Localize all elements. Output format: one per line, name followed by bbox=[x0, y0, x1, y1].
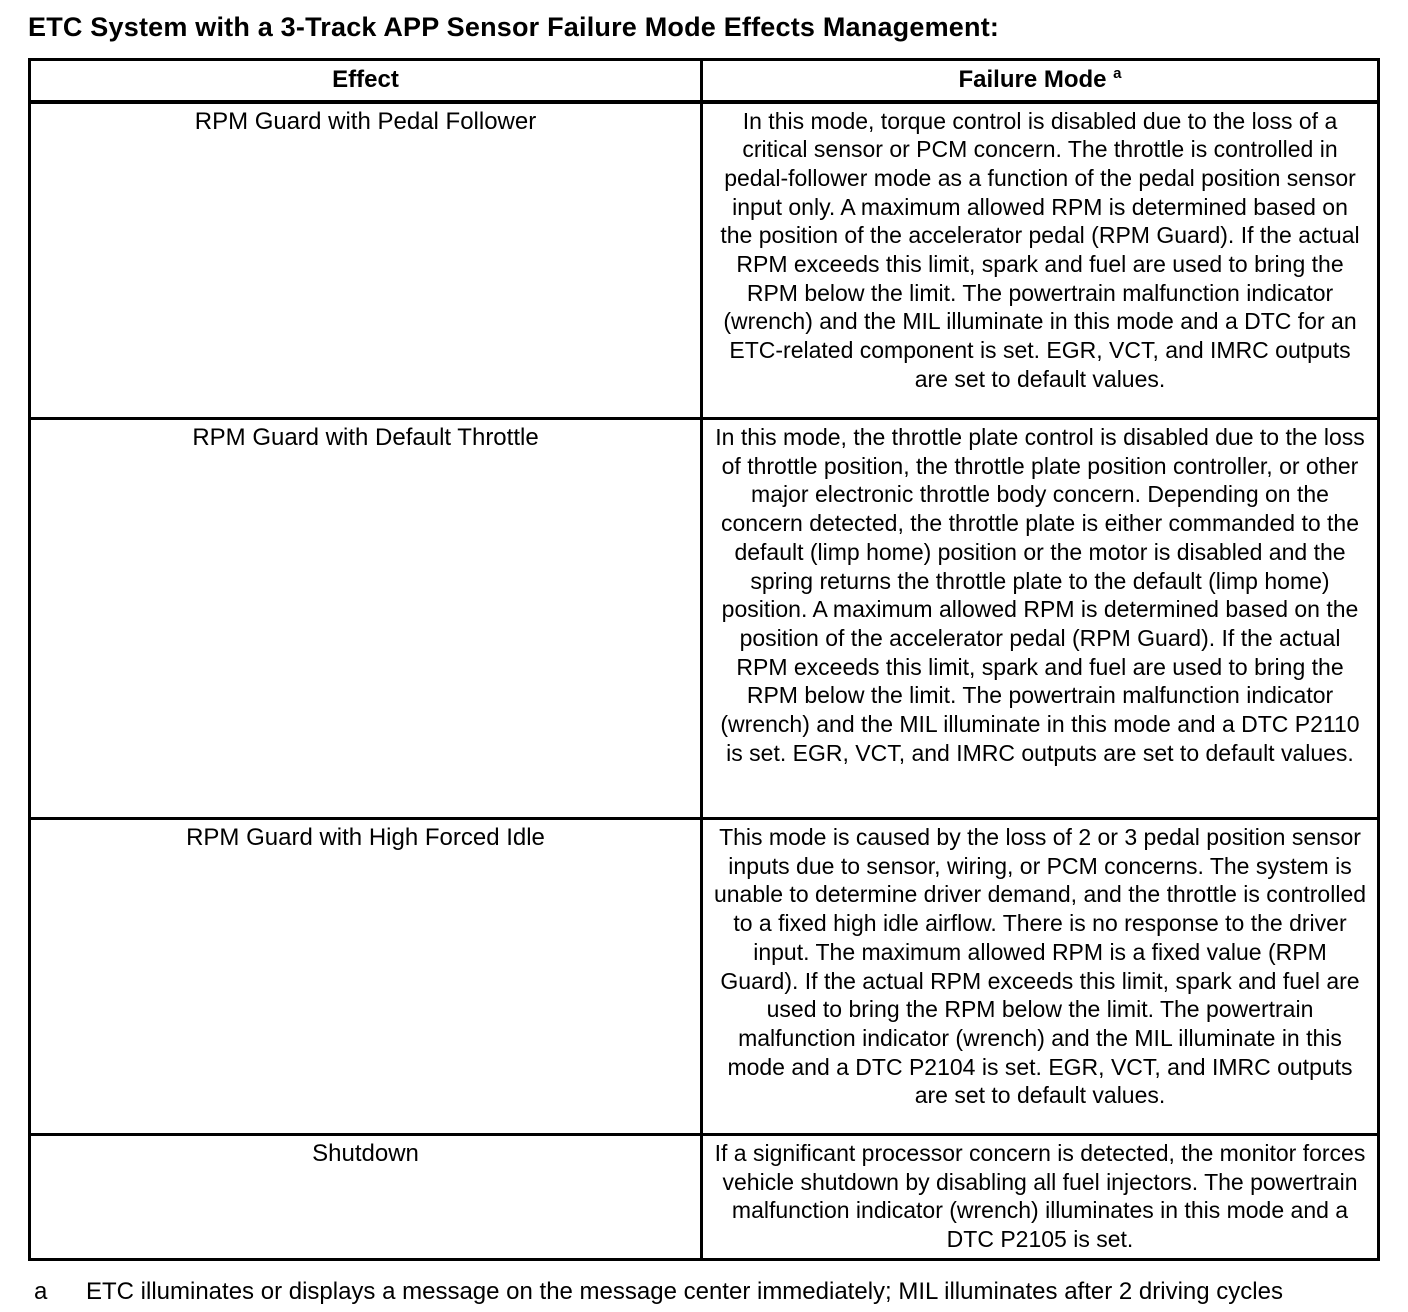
column-header-effect bbox=[30, 60, 702, 102]
table-row bbox=[30, 1135, 1379, 1260]
effect-cell: RPM Guard with Default Throttle bbox=[30, 419, 702, 819]
failure-mode-cell: In this mode, the throttle plate control is disabled due to the loss of throttle position, the throttle plate position controller, or other major electronic throttle body concern. Depending on the concern detected, the throttle plate is either commanded to the default (limp home) position or the motor is disabled and the spring returns the throttle plate to the default (limp home) position. A maximum allowed RPM is determined based on the position of the accelerator pedal (RPM Guard). If the actual RPM exceeds this limit, spark and fuel are used to bring the RPM below the limit. The powertrain malfunction indicator (wrench) and the MIL illuminate in this mode and a DTC P2110 is set. EGR, VCT, and IMRC outputs are set to default values. bbox=[702, 419, 1379, 819]
fmem-table bbox=[28, 58, 1380, 1261]
failure-mode-cell: In this mode, torque control is disabled due to the loss of a critical sensor or PCM concern. The throttle is controlled in pedal-follower mode as a function of the pedal position sensor input only. A maximum allowed RPM is determined based on the position of the accelerator pedal (RPM Guard). If the actual RPM exceeds this limit, spark and fuel are used to bring the RPM below the limit. The powertrain malfunction indicator (wrench) and the MIL illuminate in this mode and a DTC for an ETC-related component is set. EGR, VCT, and IMRC outputs are set to default values. bbox=[702, 102, 1379, 419]
table-header-row bbox=[30, 60, 1379, 102]
failure-mode-cell: This mode is caused by the loss of 2 or 3 pedal position sensor inputs due to sensor, wiring, or PCM concerns. The system is unable to determine driver demand, and the throttle is controlled to a fixed high idle airflow. There is no response to the driver input. The maximum allowed RPM is a fixed value (RPM Guard). If the actual RPM exceeds this limit, spark and fuel are used to bring the RPM below the limit. The powertrain malfunction indicator (wrench) and the MIL illuminate in this mode and a DTC P2104 is set. EGR, VCT, and IMRC outputs are set to default values. bbox=[702, 819, 1379, 1135]
footnote-text: ETC illuminates or displays a message on the message center immediately; MIL illuminates after 2 driving cycles bbox=[86, 1278, 1283, 1305]
column-header-failure-mode-label: Failure Mode bbox=[958, 66, 1107, 94]
table-row bbox=[30, 819, 1379, 1135]
table-row bbox=[30, 419, 1379, 819]
page-title: ETC System with a 3-Track APP Sensor Failure Mode Effects Management: bbox=[28, 12, 1000, 42]
failure-mode-cell: If a significant processor concern is detected, the monitor forces vehicle shutdown by disabling all fuel injectors. The powertrain malfunction indicator (wrench) illuminates in this mode and a DTC P2105 is set. bbox=[702, 1135, 1379, 1260]
footnote-reference-superscript: a bbox=[1113, 65, 1122, 83]
column-header-failure-mode bbox=[702, 60, 1379, 102]
table-row bbox=[30, 102, 1379, 419]
footnote-marker: a bbox=[34, 1278, 48, 1305]
footnote bbox=[34, 1278, 1408, 1306]
column-header-effect-label: Effect bbox=[332, 66, 399, 94]
effect-cell: RPM Guard with Pedal Follower bbox=[30, 102, 702, 419]
effect-cell: RPM Guard with High Forced Idle bbox=[30, 819, 702, 1135]
effect-cell: Shutdown bbox=[30, 1135, 702, 1260]
